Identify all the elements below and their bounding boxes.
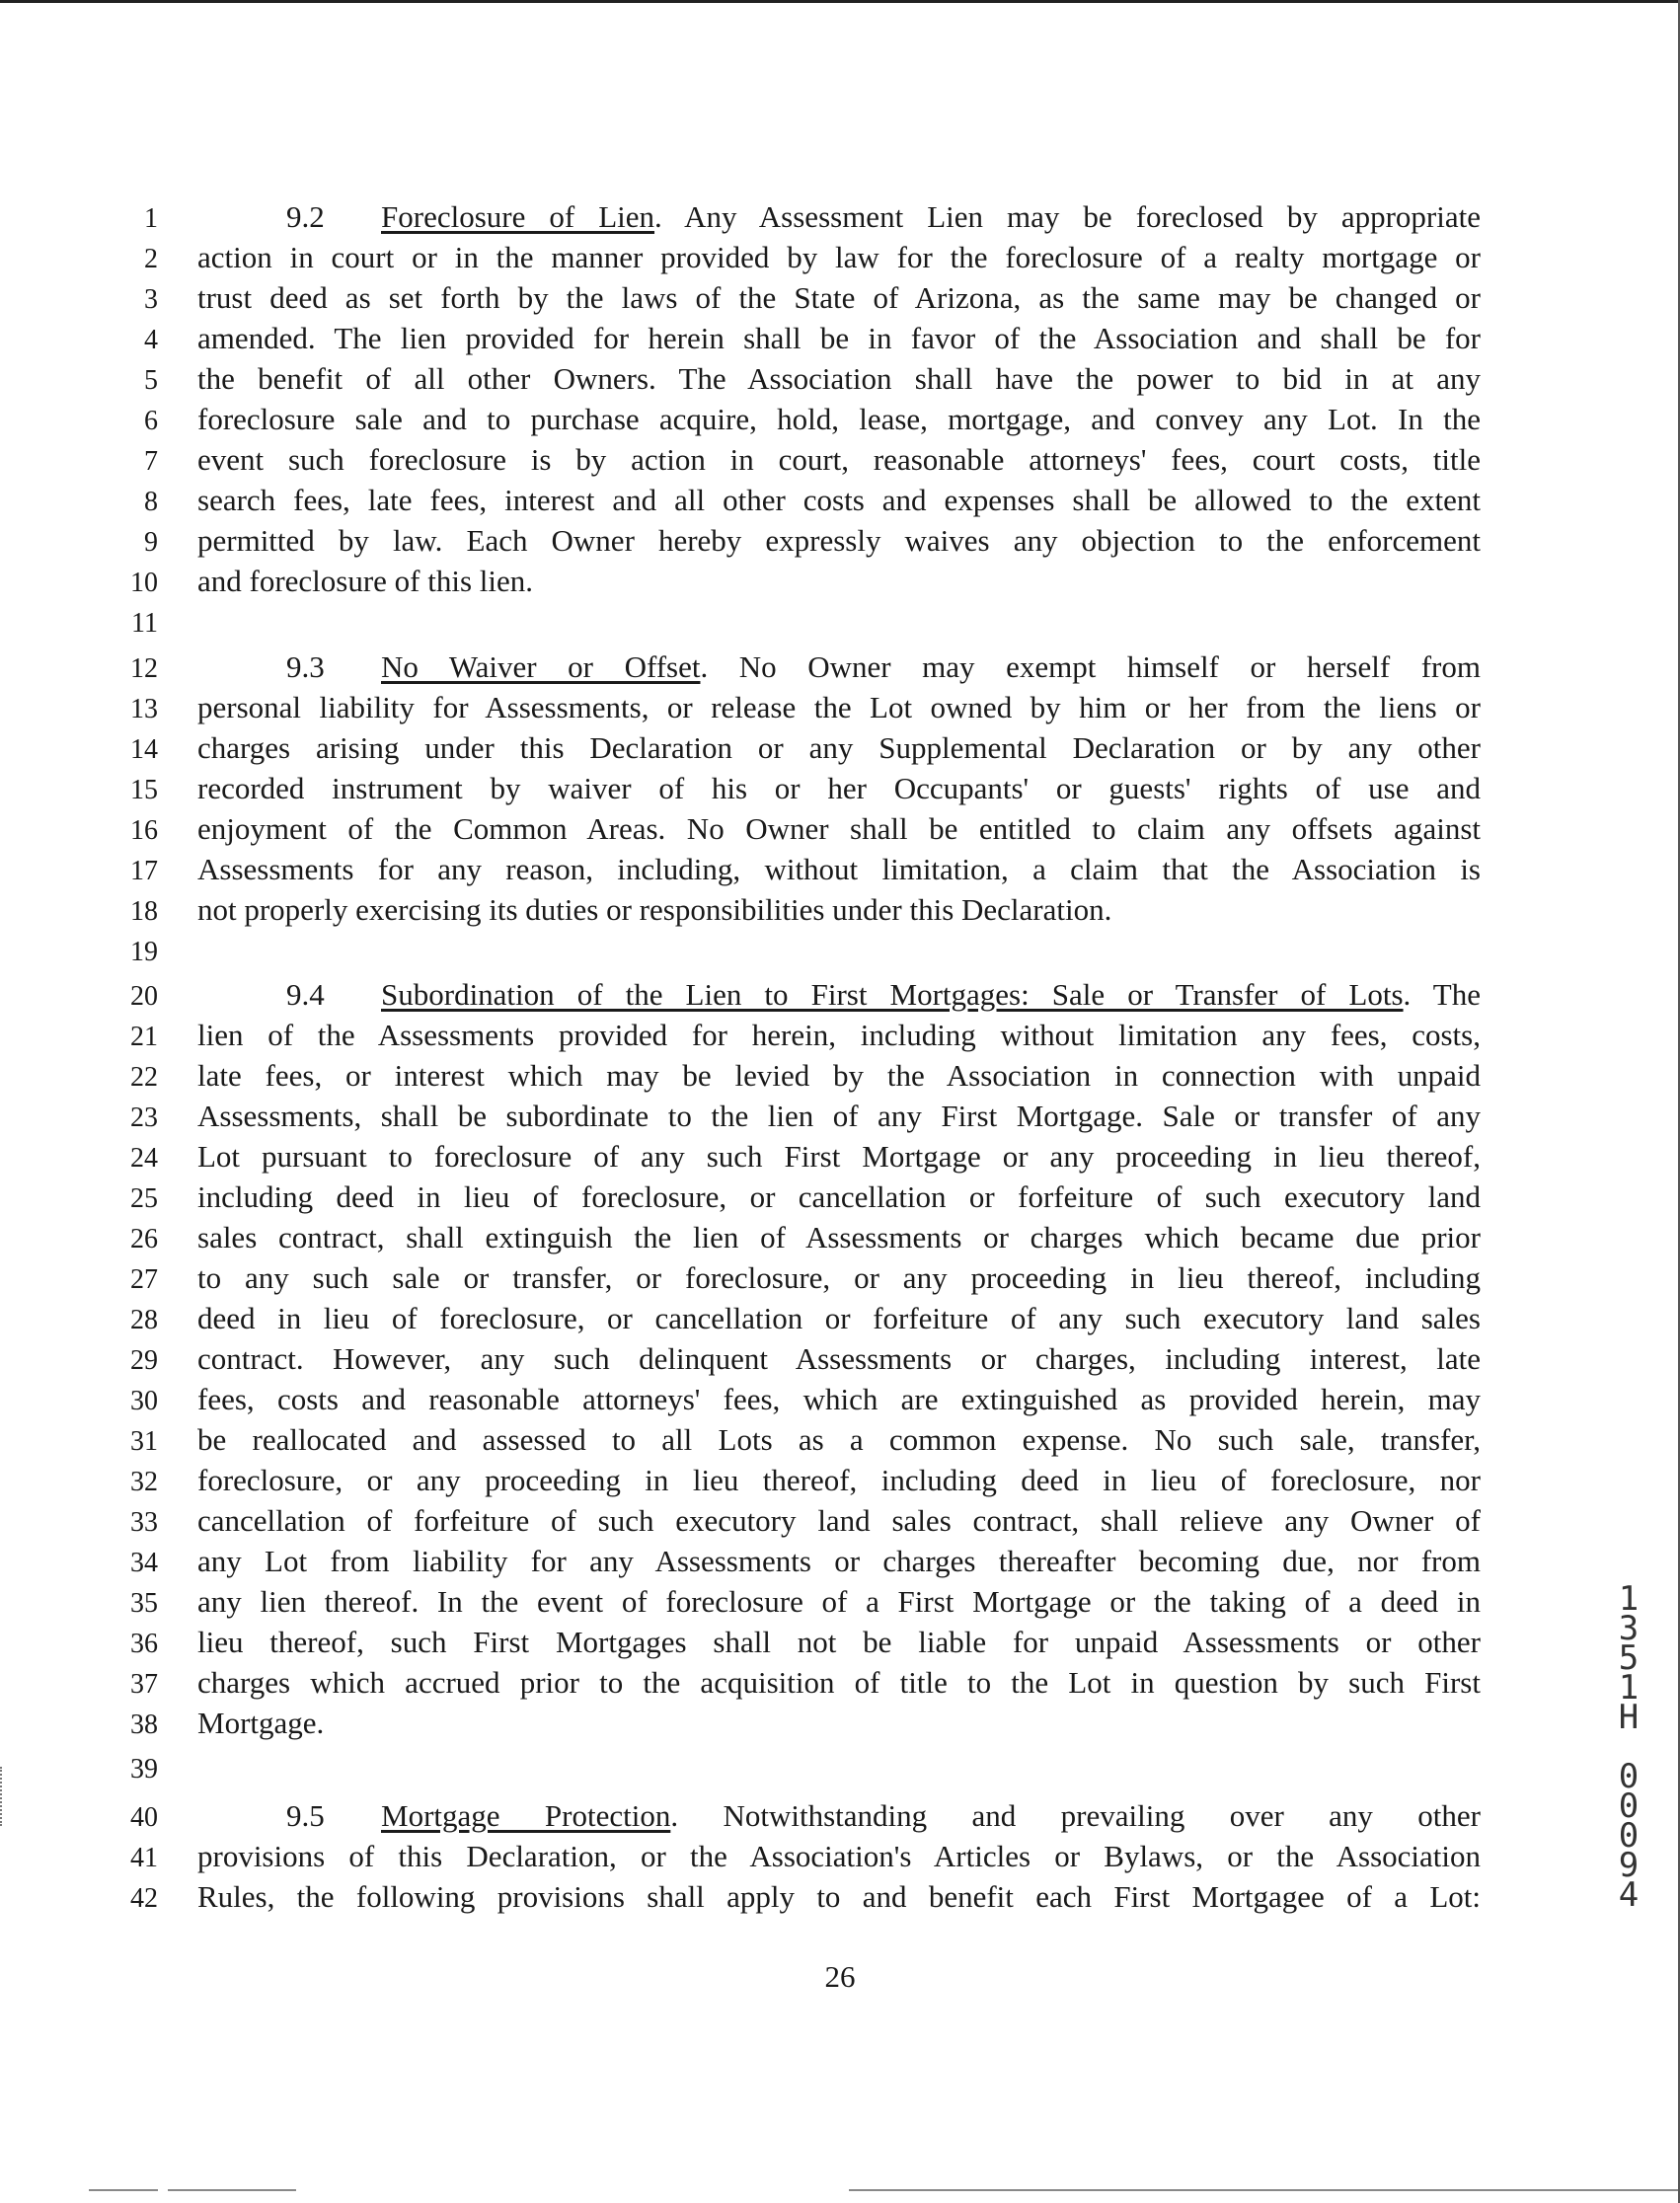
line-number: 40 (130, 1802, 158, 1833)
line-number: 27 (130, 1264, 158, 1295)
section-heading: Foreclosure of Lien (381, 199, 655, 234)
paragraph-line: trust deed as set forth by the laws of the State of Arizona, as the same may be changed or (197, 280, 1481, 315)
paragraph-line: any lien thereof. In the event of foreclosure of a First Mortgage or the taking of a deed in (197, 1584, 1481, 1619)
line-number: 11 (131, 608, 158, 639)
line-number: 25 (130, 1183, 158, 1214)
line-number: 18 (130, 896, 158, 927)
line-number: 13 (130, 694, 158, 724)
paragraph-line: late fees, or interest which may be levied by the Association in connection with unpaid (197, 1058, 1481, 1093)
page-number: 26 (824, 1959, 856, 1994)
line-number: 17 (130, 856, 158, 886)
line-number: 20 (130, 981, 158, 1012)
line-number: 1 (144, 203, 158, 234)
line-number: 4 (144, 325, 158, 355)
paragraph-line: not properly exercising its duties or responsibilities under this Declaration. (197, 892, 1112, 927)
line-number: 34 (130, 1548, 158, 1578)
paragraph-line: permitted by law. Each Owner hereby expressly waives any objection to the enforcement (197, 523, 1481, 558)
stamp-char: 1 (1618, 1668, 1640, 1708)
paragraph-line: fees, costs and reasonable attorneys' fees, which are extinguished as provided herein, may (197, 1382, 1481, 1416)
stamp-char: 9 (1618, 1846, 1640, 1885)
section-heading: No Waiver or Offset (381, 649, 701, 684)
stamp-char: H (1618, 1698, 1640, 1737)
line-number: 29 (130, 1345, 158, 1376)
section-9-3-first-line (286, 651, 1481, 683)
line-number: 16 (130, 815, 158, 846)
scan-left-mark (0, 1767, 5, 1826)
line-number: 26 (130, 1224, 158, 1254)
line-number: 7 (144, 446, 158, 477)
paragraph-line: Rules, the following provisions shall apply to and benefit each First Mortgagee of a Lot: (197, 1879, 1481, 1914)
line-number: 35 (130, 1588, 158, 1619)
stamp-char: 1 (1618, 1579, 1640, 1619)
section-9-2-first-line (286, 201, 1481, 233)
line-number: 32 (130, 1467, 158, 1497)
section-number: 9.2 (286, 199, 325, 234)
paragraph-line: Assessments, shall be subordinate to the lien of any First Mortgage. Sale or transfer of any (197, 1099, 1481, 1133)
paragraph-line: action in court or in the manner provided by law for the foreclosure of a realty mortgage or (197, 240, 1481, 274)
line-number: 41 (130, 1843, 158, 1873)
side-stamp (1609, 1579, 1648, 1915)
paragraph-line: deed in lieu of foreclosure, or cancellation or forfeiture of any such executory land sales (197, 1301, 1481, 1335)
line-number: 23 (130, 1102, 158, 1133)
paragraph-line: foreclosure sale and to purchase acquire, hold, lease, mortgage, and convey any Lot. In the (197, 402, 1481, 436)
paragraph-line: Lot pursuant to foreclosure of any such First Mortgage or any proceeding in lieu thereof, (197, 1139, 1481, 1174)
paragraph-line: lien of the Assessments provided for herein, including without limitation any fees, costs, (197, 1018, 1481, 1052)
line-number: 9 (144, 527, 158, 558)
section-text: . Notwithstanding and prevailing over any other (670, 1798, 1481, 1833)
line-number: 42 (130, 1883, 158, 1914)
paragraph-line: contract. However, any such delinquent Assessments or charges, including interest, late (197, 1341, 1481, 1376)
paragraph-line: lieu thereof, such First Mortgages shall not be liable for unpaid Assessments or other (197, 1625, 1481, 1659)
paragraph-line: charges which accrued prior to the acquisition of title to the Lot in question by such First (197, 1665, 1481, 1700)
paragraph-line: provisions of this Declaration, or the Association's Articles or Bylaws, or the Association (197, 1839, 1481, 1873)
line-number: 12 (130, 653, 158, 684)
line-number: 19 (130, 937, 158, 967)
line-number: 14 (130, 734, 158, 765)
line-number: 24 (130, 1143, 158, 1174)
paragraph-line: sales contract, shall extinguish the lien of Assessments or charges which became due prior (197, 1220, 1481, 1254)
section-number: 9.3 (286, 649, 325, 684)
paragraph-line: foreclosure, or any proceeding in lieu thereof, including deed in lieu of foreclosure, nor (197, 1463, 1481, 1497)
paragraph-line: and foreclosure of this lien. (197, 564, 534, 598)
paragraph-line: event such foreclosure is by action in court, reasonable attorneys' fees, court costs, title (197, 442, 1481, 477)
scan-bottom-marks (0, 2189, 1680, 2191)
line-number: 37 (130, 1669, 158, 1700)
line-number: 3 (144, 284, 158, 315)
stamp-char: 0 (1618, 1816, 1640, 1856)
section-number: 9.5 (286, 1798, 325, 1833)
line-number: 21 (130, 1022, 158, 1052)
paragraph-line: Mortgage. (197, 1706, 325, 1740)
line-number: 33 (130, 1507, 158, 1538)
paragraph-line: charges arising under this Declaration or any Supplemental Declaration or by any other (197, 730, 1481, 765)
paragraph-line: Assessments for any reason, including, without limitation, a claim that the Association is (197, 852, 1481, 886)
line-number: 30 (130, 1386, 158, 1416)
paragraph-line: amended. The lien provided for herein shall be in favor of the Association and shall be for (197, 321, 1481, 355)
stamp-char: 0 (1618, 1786, 1640, 1826)
line-number: 10 (130, 568, 158, 598)
section-number: 9.4 (286, 977, 325, 1012)
paragraph-line: be reallocated and assessed to all Lots as a common expense. No such sale, transfer, (197, 1422, 1481, 1457)
paragraph-line: to any such sale or transfer, or foreclosure, or any proceeding in lieu thereof, including (197, 1260, 1481, 1295)
section-text: . No Owner may exempt himself or herself from (700, 649, 1481, 684)
line-number: 36 (130, 1629, 158, 1659)
line-number: 15 (130, 775, 158, 805)
line-number: 2 (144, 244, 158, 274)
paragraph-line: including deed in lieu of foreclosure, or cancellation or forfeiture of such executory land (197, 1179, 1481, 1214)
paragraph-line: search fees, late fees, interest and all other costs and expenses shall be allowed to the extent (197, 483, 1481, 517)
section-text: . The (1403, 977, 1481, 1012)
section-9-4-first-line (286, 979, 1481, 1011)
line-number: 31 (130, 1426, 158, 1457)
section-heading: Subordination of the Lien to First Mortgages: Sale or Transfer of Lots (381, 977, 1404, 1012)
line-number: 38 (130, 1709, 158, 1740)
paragraph-line: the benefit of all other Owners. The Association shall have the power to bid in at any (197, 361, 1481, 396)
section-9-5-first-line (286, 1800, 1481, 1832)
line-number: 22 (130, 1062, 158, 1093)
line-number: 6 (144, 406, 158, 436)
paragraph-line: cancellation of forfeiture of such executory land sales contract, shall relieve any Owner of (197, 1503, 1481, 1538)
line-number: 28 (130, 1305, 158, 1335)
stamp-char: 5 (1618, 1638, 1640, 1678)
paragraph-line: any Lot from liability for any Assessments or charges thereafter becoming due, nor from (197, 1544, 1481, 1578)
scan-top-edge (0, 0, 1680, 3)
stamp-char: 3 (1618, 1609, 1640, 1648)
section-heading: Mortgage Protection (381, 1798, 671, 1833)
paragraph-line: personal liability for Assessments, or release the Lot owned by him or her from the liens or (197, 690, 1481, 724)
section-text: . Any Assessment Lien may be foreclosed by appropriate (654, 199, 1482, 234)
line-number: 39 (130, 1754, 158, 1785)
paragraph-line: recorded instrument by waiver of his or her Occupants' or guests' rights of use and (197, 771, 1481, 805)
line-number: 8 (144, 487, 158, 517)
paragraph-line: enjoyment of the Common Areas. No Owner shall be entitled to claim any offsets against (197, 811, 1481, 846)
stamp-char: 0 (1618, 1757, 1640, 1796)
stamp-char: 4 (1618, 1875, 1640, 1915)
line-number: 5 (144, 365, 158, 396)
